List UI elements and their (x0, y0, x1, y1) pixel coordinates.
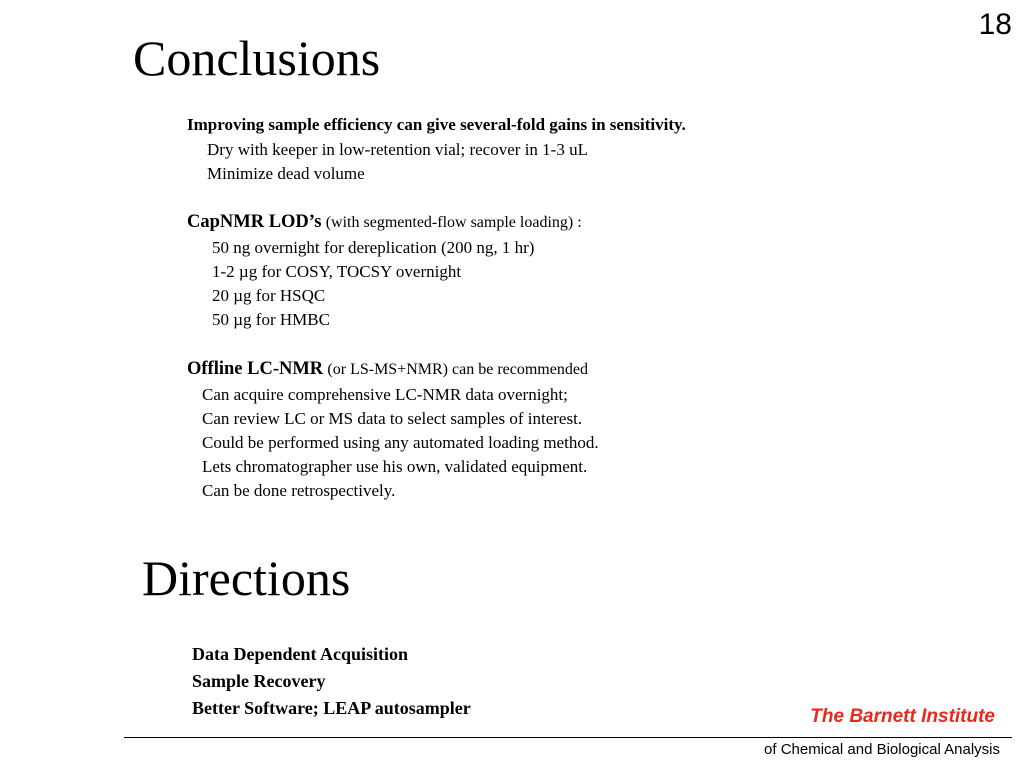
capnmr-heading-note: (with segmented-flow sample loading) : (325, 214, 582, 231)
capnmr-item: 1-2 µg for COSY, TOCSY overnight (212, 262, 462, 281)
capnmr-heading: CapNMR LOD’s (187, 212, 322, 232)
conclusions-title: Conclusions (133, 30, 381, 86)
lcnmr-heading-line (187, 357, 588, 382)
capnmr-item: 50 ng overnight for dereplication (200 ng, 1 hr) (212, 238, 535, 257)
directions-item: Sample Recovery (192, 671, 326, 691)
directions-item: Better Software; LEAP autosampler (192, 698, 471, 718)
directions-title: Directions (142, 550, 351, 606)
institute-name: The Barnett Institute (810, 706, 995, 727)
capnmr-heading-line (187, 210, 582, 235)
slide-number: 18 (978, 8, 1012, 41)
footer-divider (124, 737, 1012, 738)
efficiency-item: Dry with keeper in low-retention vial; recover in 1-3 uL (207, 140, 588, 159)
lcnmr-item: Could be performed using any automated loading method. (202, 433, 599, 452)
capnmr-item: 50 µg for HMBC (212, 310, 330, 329)
directions-item: Data Dependent Acquisition (192, 644, 409, 664)
lcnmr-item: Can acquire comprehensive LC-NMR data overnight; (202, 385, 568, 404)
lcnmr-item: Can be done retrospectively. (202, 481, 396, 500)
lcnmr-heading: Offline LC-NMR (187, 359, 324, 379)
efficiency-heading: Improving sample efficiency can give several-fold gains in sensitivity. (187, 115, 686, 134)
efficiency-item: Minimize dead volume (207, 164, 365, 183)
lcnmr-item: Lets chromatographer use his own, validated equipment. (202, 457, 588, 476)
capnmr-item: 20 µg for HSQC (212, 286, 326, 305)
lcnmr-item: Can review LC or MS data to select samples of interest. (202, 409, 583, 428)
institute-subtitle: of Chemical and Biological Analysis (764, 741, 1000, 758)
lcnmr-heading-note: (or LS-MS+NMR) can be recommended (327, 361, 588, 378)
